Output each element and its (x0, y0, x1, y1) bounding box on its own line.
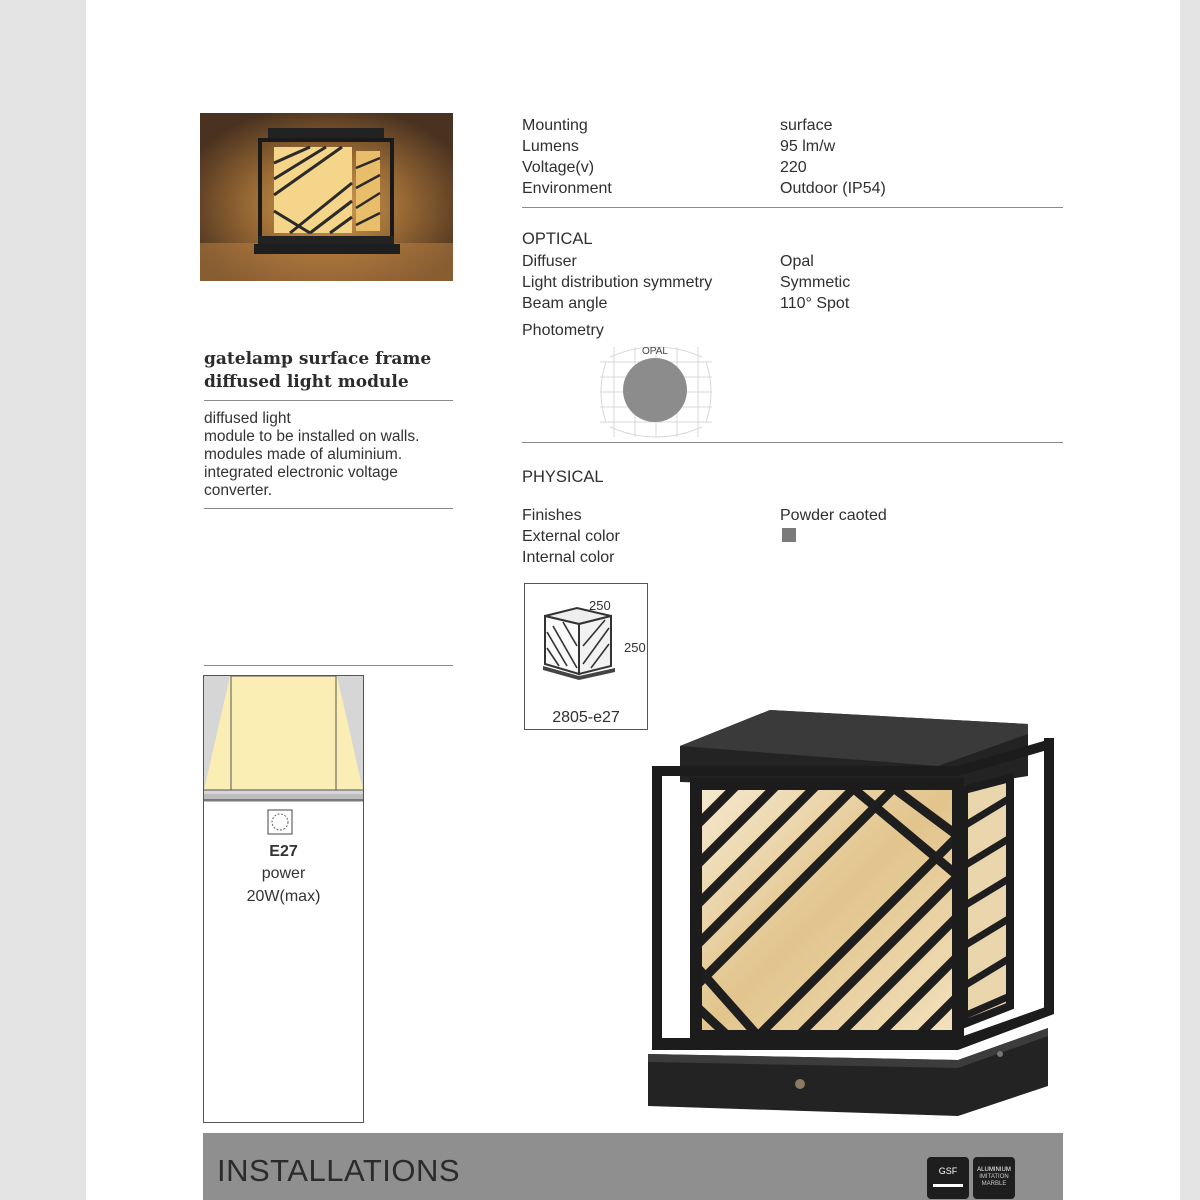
light-beam-diagram (204, 676, 363, 802)
general-spec-values (780, 115, 1060, 199)
model-number: 2805-e27 (552, 709, 620, 726)
power-label: power (261, 865, 306, 882)
spec-label-mounting: Mounting (522, 117, 588, 134)
product-title-line1: gatelamp surface frame (204, 349, 432, 369)
dimension-drawing (524, 583, 648, 730)
photometry-tag: OPAL (642, 346, 668, 357)
product-description (204, 410, 454, 500)
aluminium-badge-icon (973, 1157, 1015, 1199)
lamp-night-photo (200, 113, 453, 281)
socket-type: E27 (269, 843, 298, 860)
installations-label: INSTALLATIONS (217, 1153, 461, 1188)
spec-value-symmetry: Symmetic (780, 274, 851, 291)
photometry-diagram (600, 342, 712, 440)
lamp-spec-box (203, 675, 364, 1123)
dimension-height: 250 (624, 640, 646, 655)
spec-label-voltage: Voltage(v) (522, 159, 595, 176)
spec-value-voltage: 220 (780, 159, 807, 176)
photometry-label: Photometry (522, 322, 604, 339)
divider (204, 400, 453, 401)
installations-footer (203, 1133, 1063, 1200)
spec-value-environment: Outdoor (IP54) (780, 180, 886, 197)
spec-label-environment: Environment (522, 180, 612, 197)
power-value: 20W(max) (246, 888, 321, 905)
lamp-wireframe-icon (537, 606, 621, 684)
product-title (204, 348, 454, 394)
gsf-badge-icon (927, 1157, 969, 1199)
physical-heading: PHYSICAL (522, 468, 604, 486)
divider (522, 207, 1063, 208)
spec-label-external-color: External color (522, 528, 620, 545)
divider (204, 665, 453, 666)
divider (522, 442, 1063, 443)
gsf-badge-text: GSF (938, 1166, 958, 1176)
bulb-socket-icon (267, 809, 293, 835)
badge-line1: ALUMINIUM (977, 1167, 1011, 1173)
spec-label-lumens: Lumens (522, 138, 579, 155)
optical-heading: OPTICAL (522, 230, 593, 248)
product-title-line2: diffused light module (204, 372, 409, 392)
lamp-product-photo (648, 706, 1058, 1118)
description-line: diffused light (204, 410, 291, 427)
optical-spec-values (780, 251, 1060, 314)
spec-label-symmetry: Light distribution symmetry (522, 274, 713, 291)
spec-value-finishes: Powder caoted (780, 507, 887, 524)
general-spec-labels (522, 115, 782, 199)
dimension-width: 250 (589, 598, 611, 613)
optical-spec-labels (522, 251, 782, 314)
description-line: module to be installed on walls. (204, 428, 420, 445)
physical-spec-labels (522, 505, 782, 568)
spec-value-beam-angle: 110° Spot (780, 295, 850, 312)
spec-label-beam-angle: Beam angle (522, 295, 608, 312)
spec-value-diffuser: Opal (780, 253, 814, 270)
description-line: integrated electronic voltage (204, 464, 398, 481)
spec-label-diffuser: Diffuser (522, 253, 577, 270)
external-color-swatch (782, 528, 796, 542)
spec-value-mounting: surface (780, 117, 833, 134)
spec-value-lumens: 95 lm/w (780, 138, 836, 155)
badge-line2: IMITATION (979, 1174, 1009, 1180)
description-line: modules made of aluminium. (204, 446, 403, 463)
spec-label-finishes: Finishes (522, 507, 582, 524)
spec-label-internal-color: Internal color (522, 549, 615, 566)
description-line: converter. (204, 482, 273, 499)
divider (204, 508, 453, 509)
badge-line3: MARBLE (981, 1181, 1007, 1187)
